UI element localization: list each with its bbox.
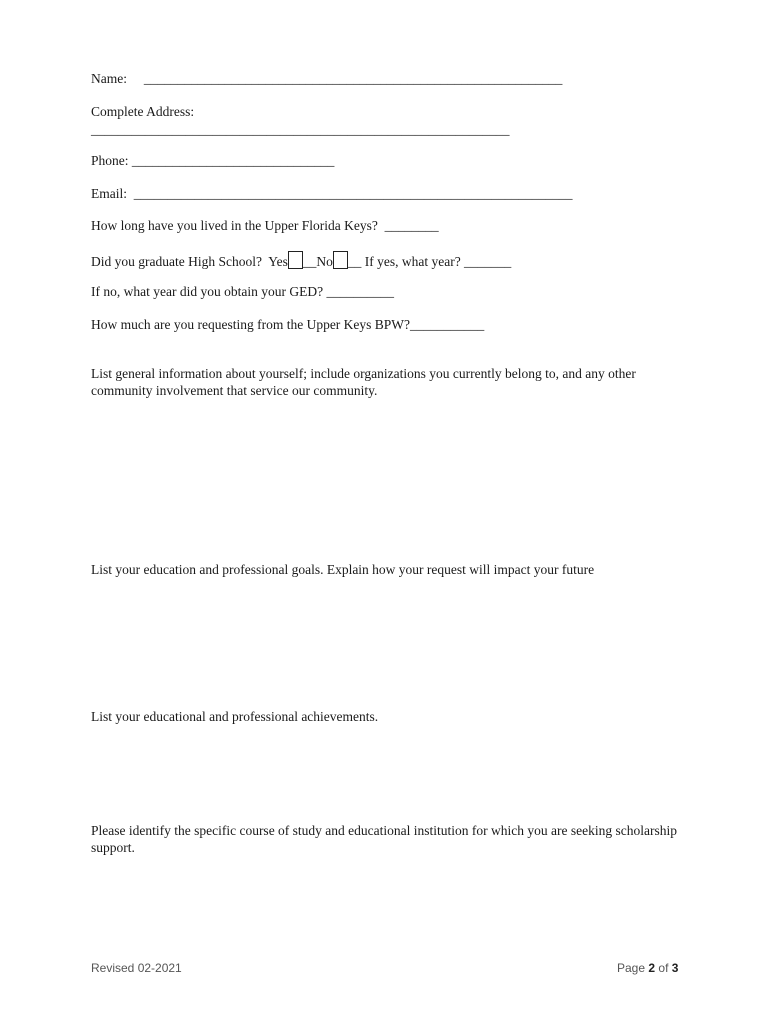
no-checkbox[interactable] bbox=[333, 251, 348, 269]
graduation-year-field[interactable]: If yes, what year? _______ bbox=[361, 254, 512, 269]
phone-field[interactable]: Phone: ______________________________ bbox=[91, 153, 335, 168]
address-field[interactable]: ______________________________________________________________ bbox=[91, 122, 510, 137]
yes-blank: __ bbox=[302, 254, 317, 269]
yes-checkbox[interactable] bbox=[288, 251, 303, 269]
no-label: No bbox=[316, 254, 333, 269]
goals-prompt: List your education and professional goals. Explain how your request will impact your future bbox=[91, 562, 595, 577]
high-school-question bbox=[91, 251, 511, 270]
email-field[interactable]: Email: _________________________________________________________________ bbox=[91, 186, 573, 201]
name-field[interactable]: Name: ______________________________________________________________ bbox=[91, 71, 563, 86]
residence-duration-field[interactable]: How long have you lived in the Upper Florida Keys? ________ bbox=[91, 218, 439, 233]
general-info-prompt: List general information about yourself; include organizations you currently belong to, and any other community involvement that service our community. bbox=[91, 366, 636, 398]
revision-note: Revised 02-2021 bbox=[91, 961, 182, 975]
achievements-prompt: List your educational and professional achievements. bbox=[91, 709, 379, 724]
address-label: Complete Address: bbox=[91, 104, 195, 119]
graduate-label: Did you graduate High School? Yes bbox=[91, 254, 288, 269]
page-number bbox=[617, 961, 678, 975]
amount-requested-field[interactable]: How much are you requesting from the Upper Keys BPW?___________ bbox=[91, 317, 485, 332]
ged-year-field[interactable]: If no, what year did you obtain your GED? __________ bbox=[91, 284, 394, 299]
of-word: of bbox=[658, 961, 669, 975]
course-of-study-prompt: Please identify the specific course of study and educational institution for which you are seeking scholarship support. bbox=[91, 823, 677, 855]
no-blank: __ bbox=[347, 254, 362, 269]
current-page: 2 bbox=[648, 961, 656, 975]
total-pages: 3 bbox=[671, 961, 679, 975]
page-word: Page bbox=[617, 961, 646, 975]
